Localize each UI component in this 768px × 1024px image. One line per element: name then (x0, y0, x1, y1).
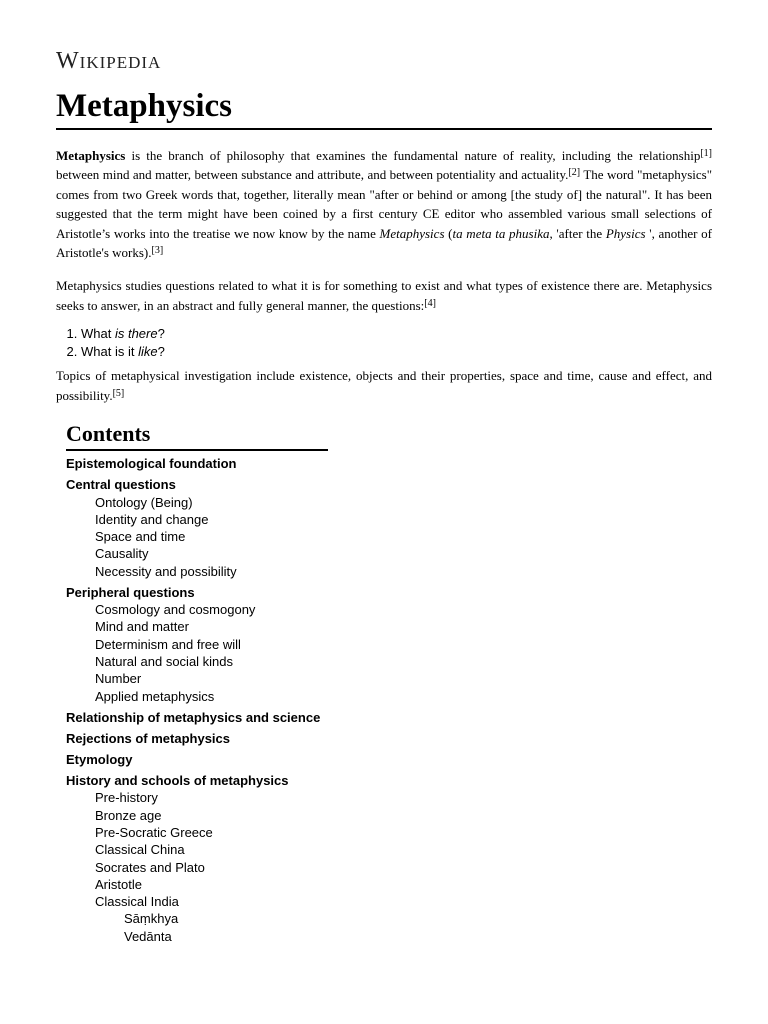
toc-sublist (66, 494, 328, 580)
intro-text-1: is the branch of philosophy that examines the fundamental nature of reality, including the relationship (125, 148, 701, 163)
citation-5[interactable]: [5] (112, 387, 125, 399)
question-suffix: ? (157, 343, 165, 359)
toc-sublist (66, 789, 328, 945)
citation-1[interactable]: [1] (700, 148, 712, 159)
toc-sublink[interactable]: Determinism and free will (95, 636, 241, 652)
intro-text-5: , 'after the (549, 225, 606, 241)
toc-section (66, 772, 328, 945)
intro-paragraph (56, 146, 712, 262)
toc-sublink[interactable]: Causality (95, 546, 149, 562)
question-emphasis: is there (114, 326, 158, 342)
toc-sublink[interactable]: Natural and social kinds (95, 654, 234, 670)
toc-sublink (95, 893, 328, 945)
question-prefix: What is it (81, 343, 139, 359)
toc-sublink[interactable]: Ontology (Being) (95, 494, 193, 510)
intro-physics: Physics (605, 225, 646, 241)
page-title: Metaphysics (56, 86, 712, 130)
intro-bold-term: Metaphysics (56, 148, 126, 163)
toc-sublink[interactable]: Cosmology and cosmogony (95, 602, 256, 618)
question-item (81, 325, 712, 343)
toc-subsublink[interactable]: Sāṃkhya (124, 911, 179, 927)
question-prefix: What (81, 326, 115, 342)
toc-sublink-classical-india[interactable]: Classical India (95, 894, 179, 910)
toc-sublink[interactable]: Aristotle (95, 876, 142, 892)
intro-text-4: ( (444, 225, 453, 241)
citation-4[interactable]: [4] (424, 297, 436, 309)
toc-subsublist (95, 910, 328, 945)
citation-3[interactable]: [3] (151, 245, 164, 257)
toc-sublink[interactable]: Socrates and Plato (95, 859, 205, 875)
second-paragraph (56, 276, 712, 315)
toc-sublink[interactable]: Necessity and possibility (95, 563, 237, 579)
toc-sublink[interactable]: Space and time (95, 529, 186, 545)
questions-list (56, 325, 712, 360)
question-item (81, 343, 712, 361)
toc-link-peripheral-questions[interactable]: Peripheral questions (66, 584, 195, 600)
toc-link-epistemological-foundation[interactable]: Epistemological foundation (66, 456, 237, 471)
question-emphasis: like (138, 343, 158, 359)
toc-list (66, 455, 328, 945)
toc-sublink[interactable]: Applied metaphysics (95, 688, 215, 704)
third-paragraph-text: Topics of metaphysical investigation include existence, objects and their properties, space and time, cause and effect, and possibility. (56, 368, 712, 403)
toc-link-relationship-science[interactable]: Relationship of metaphysics and science (66, 709, 321, 725)
toc-section (66, 730, 328, 748)
intro-text-6: ', another of Aristotle's works). (56, 225, 712, 261)
toc-title: Contents (66, 420, 328, 451)
toc-section (66, 709, 328, 727)
intro-text-2: between mind and matter, between substance and attribute, and between potentiality and actuality. (56, 167, 569, 183)
toc-section (66, 455, 328, 473)
toc-sublink[interactable]: Pre-history (95, 790, 158, 806)
wikipedia-logo[interactable]: Wikipedia (56, 48, 162, 74)
question-suffix: ? (157, 326, 165, 342)
article-page (56, 48, 712, 944)
toc-section (66, 584, 328, 705)
toc-sublink[interactable]: Bronze age (95, 807, 162, 823)
toc-link-rejections[interactable]: Rejections of metaphysics (66, 730, 230, 746)
intro-italic-title: Metaphysics (379, 225, 445, 241)
toc-sublink[interactable]: Number (95, 671, 142, 687)
toc-section (66, 476, 328, 580)
toc-sublink[interactable]: Classical China (95, 842, 185, 858)
toc-link-history-schools[interactable]: History and schools of metaphysics (66, 772, 289, 788)
toc-sublink[interactable]: Mind and matter (95, 619, 189, 635)
toc-link-etymology[interactable]: Etymology (66, 751, 133, 767)
table-of-contents (66, 420, 328, 945)
toc-subsublink[interactable]: Vedānta (124, 928, 172, 944)
toc-sublink[interactable]: Identity and change (95, 511, 209, 527)
citation-2[interactable]: [2] (568, 167, 581, 179)
toc-sublink[interactable]: Pre-Socratic Greece (95, 824, 213, 840)
intro-greek-phrase: ta meta ta phusika (452, 225, 550, 241)
second-paragraph-text: Metaphysics studies questions related to what it is for something to exist and what types of existence there are. Metaphysics seeks to answer, in an abstract and fully general manner, the questions: (56, 278, 712, 313)
toc-section (66, 751, 328, 769)
toc-link-central-questions[interactable]: Central questions (66, 477, 176, 493)
third-paragraph (56, 366, 712, 405)
intro-text-3: The word "metaphysics" comes from two Greek words that, together, literally mean "after or behind or among [the study of] the natural". It has been suggested that the term might have been coined by a first century CE editor who assembled various small selections of Aristotle’s works into the treatise we now know by the name (56, 167, 712, 241)
toc-sublist (66, 601, 328, 705)
